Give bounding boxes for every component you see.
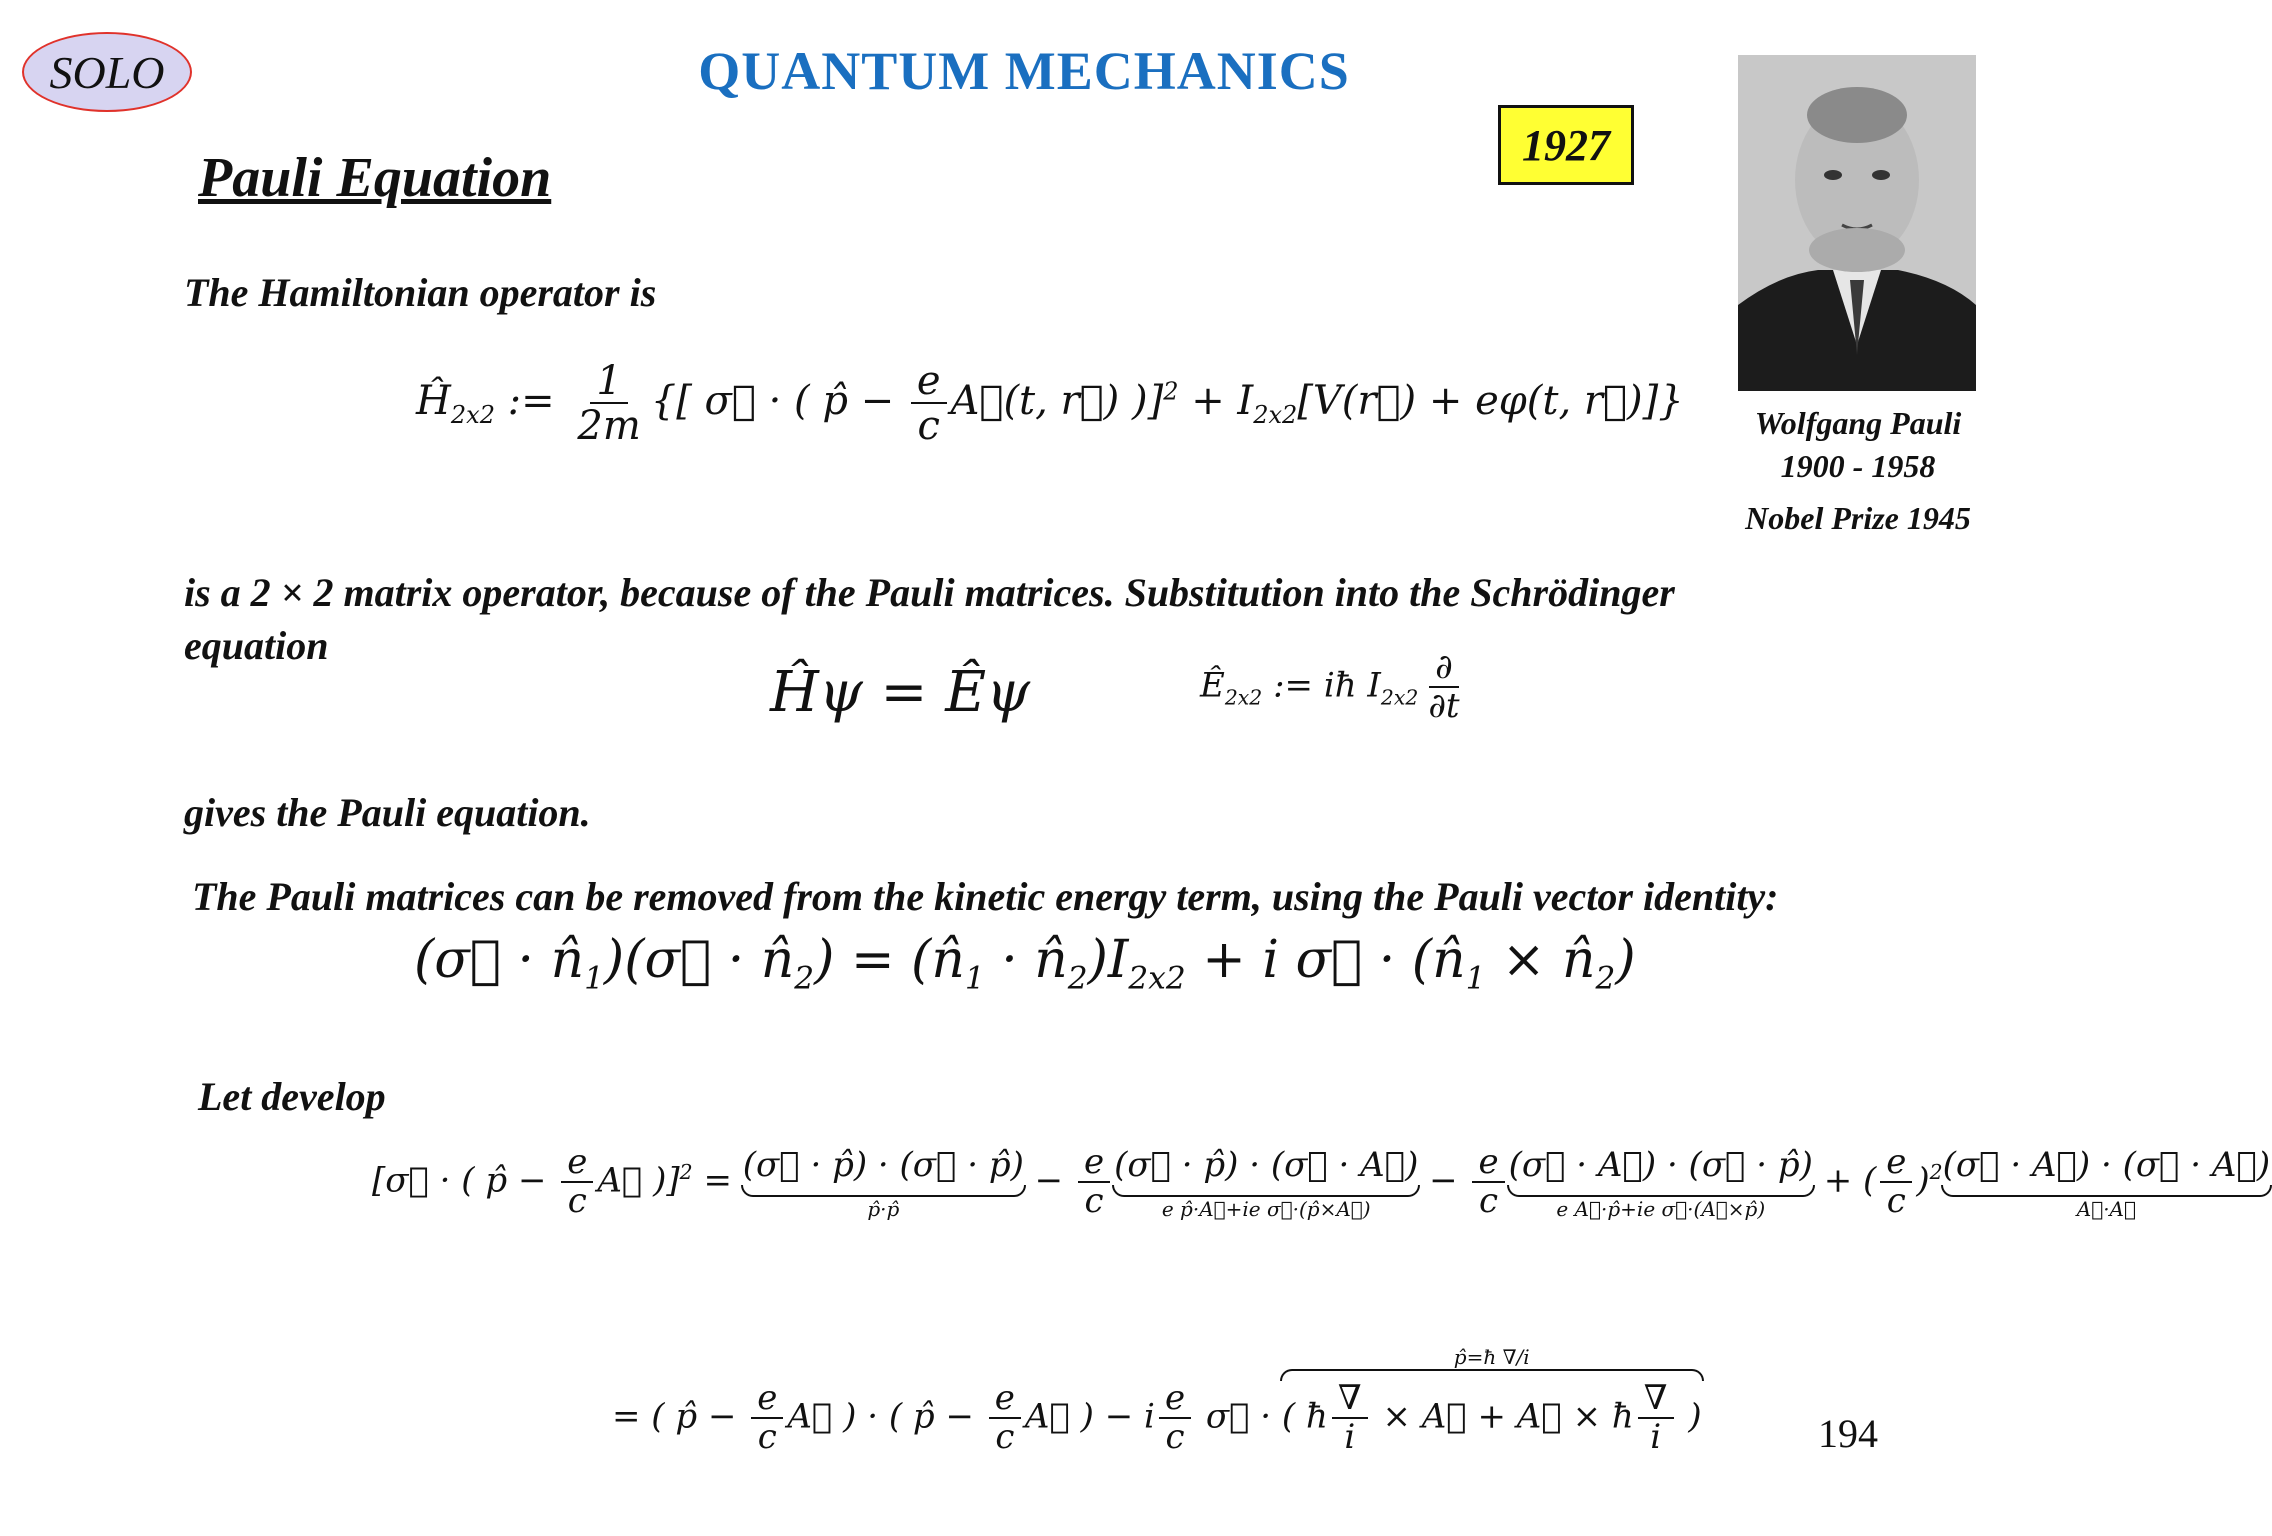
- eq-id-d: · n̂: [984, 930, 1068, 990]
- eq-id-s4: 2: [1067, 960, 1088, 997]
- eq-d2-f2-close: A⃗ ): [1024, 1396, 1094, 1437]
- eq-d1-term3: [1509, 1145, 1813, 1221]
- eq-d1-lhs-ec: [561, 1142, 593, 1221]
- eq-d1-ec-4: [1880, 1142, 1912, 1221]
- eq-d2-overbrace-group: [1282, 1345, 1702, 1456]
- eq-d1-lhs-c: c: [567, 1180, 587, 1221]
- schrodinger-equation: Ĥψ = Êψ: [770, 660, 1031, 725]
- eq-d2-ec-3: [1159, 1378, 1191, 1457]
- eq-id-s5: 2x2: [1128, 960, 1186, 997]
- eq-d2-i-2: i: [1650, 1416, 1662, 1457]
- eq-d1-term4: [1943, 1145, 2270, 1221]
- eq-d2-e-2: e: [989, 1381, 1021, 1419]
- eq-d2-nabla-2: ∇: [1638, 1381, 1674, 1419]
- eq-d1-ec-3: [1472, 1142, 1504, 1221]
- eq-h-lhs-sub: 2x2: [450, 401, 495, 429]
- eq-h-frac-den: 2m: [577, 403, 641, 449]
- paragraph-let-develop: Let develop: [198, 1074, 386, 1119]
- eq-d1-t1-label: p̂·p̂: [867, 1197, 900, 1221]
- eq-id-a: (σ⃗ · n̂: [414, 930, 585, 990]
- eq-d2-c-1: c: [757, 1416, 777, 1457]
- eq-d1-minus1: −: [1023, 1160, 1074, 1201]
- eq-id-h: ): [1615, 930, 1636, 990]
- eq-id-s3: 1: [964, 960, 985, 997]
- eq-h-power: 2: [1163, 377, 1179, 406]
- eq-e-num: ∂: [1429, 650, 1459, 688]
- develop-equation-line1: [σ⃗ · ( p̂ − $\frac{e}{c}$ A⃗ )]$^2$ = (σ⃗ · p̂) · (σ⃗ · p̂) p̂·p̂ − $\frac{e}{c}$ (σ⃗ · p̂) · (σ⃗ · A⃗) e p̂·A⃗+ie σ⃗·(p̂×A⃗) − $\frac{e}{c}$ (σ⃗ · A⃗) · (σ⃗ · p̂) e A⃗·p̂+ie σ⃗·(A⃗×p̂) + ( $\frac{e}{c}$ )$^2$ (σ⃗ · A⃗) · (σ⃗ · A⃗) A⃗·A⃗: [372, 1142, 2271, 1221]
- eq-h-rest-sub: 2x2: [1253, 401, 1298, 429]
- energy-operator-equation: [1200, 647, 1470, 726]
- hamiltonian-equation: [416, 360, 1684, 448]
- pauli-vector-identity-equation: [414, 930, 1636, 996]
- eq-d1-lhs-pow: 2: [679, 1160, 693, 1185]
- eq-h-rest: + I: [1178, 378, 1254, 424]
- eq-d1-t2-label: e p̂·A⃗+ie σ⃗·(p̂×A⃗): [1161, 1197, 1371, 1221]
- eq-d1-t2: (σ⃗ · p̂) · (σ⃗ · A⃗): [1114, 1145, 1419, 1185]
- eq-d2-ec-2: [989, 1378, 1021, 1457]
- eq-h-body: A⃗(t, r⃗) )]: [950, 378, 1164, 424]
- eq-h-lhs: Ĥ: [416, 378, 451, 424]
- eq-d2-sigma: σ⃗ ·: [1195, 1396, 1282, 1437]
- portrait-name: Wolfgang Pauli: [1754, 405, 1962, 441]
- eq-h-c: c: [917, 403, 940, 449]
- eq-d1-term2: [1114, 1145, 1418, 1221]
- eq-d2-nabla-frac-2: [1638, 1378, 1674, 1457]
- eq-id-g: × n̂: [1485, 930, 1596, 990]
- year-badge: 1927: [1498, 105, 1634, 185]
- eq-id-f: + i σ⃗ · (n̂: [1185, 930, 1466, 990]
- eq-d2-term-c: ): [1677, 1396, 1702, 1437]
- eq-d2-f1: ( p̂ −: [651, 1396, 748, 1437]
- eq-id-s1: 1: [584, 960, 604, 997]
- eq-d2-term-b: × A⃗ + A⃗ × ħ: [1371, 1396, 1634, 1437]
- eq-d2-c-2: c: [995, 1416, 1015, 1457]
- eq-d1-plus: +: [1812, 1160, 1863, 1201]
- portrait-image: [1738, 55, 1976, 391]
- eq-id-s2: 2: [794, 960, 815, 997]
- eq-d1-ec-2: [1078, 1142, 1110, 1221]
- eq-h-potential: [V(r⃗) + eφ(t, r⃗)]}: [1297, 378, 1684, 424]
- eq-d2-i-1: i: [1344, 1416, 1356, 1457]
- eq-d1-t4: (σ⃗ · A⃗) · (σ⃗ · A⃗): [1942, 1145, 2271, 1185]
- eq-d2-brace-label: p̂=ħ ∇/i: [1453, 1345, 1530, 1369]
- paragraph-pauli-vector-identity: The Pauli matrices can be removed from the kinetic energy term, using the Pauli vector identity:: [192, 874, 1779, 919]
- eq-id-e: )I: [1087, 930, 1129, 990]
- pauli-portrait: [1738, 55, 1976, 391]
- eq-d2-c-3: c: [1165, 1416, 1185, 1457]
- eq-d2-f1-close: A⃗ ): [787, 1396, 857, 1437]
- eq-d2-nabla-1: ∇: [1332, 1381, 1368, 1419]
- eq-d1-t4-label: A⃗·A⃗: [2076, 1197, 2136, 1221]
- eq-id-c: ) = (n̂: [814, 930, 965, 990]
- eq-h-e: e: [911, 360, 947, 404]
- eq-e-mid-sub: 2x2: [1380, 685, 1419, 710]
- eq-d1-e-3: e: [1472, 1145, 1504, 1183]
- page-number: 194: [1818, 1411, 1878, 1456]
- eq-d1-t3: (σ⃗ · A⃗) · (σ⃗ · p̂): [1508, 1145, 1813, 1185]
- eq-d2-dot: ·: [856, 1396, 889, 1437]
- eq-d1-t3-label: e A⃗·p̂+ie σ⃗·(A⃗×p̂): [1556, 1197, 1766, 1221]
- eq-e-den: ∂t: [1428, 685, 1460, 726]
- portrait-prize: Nobel Prize 1945: [1745, 500, 1971, 536]
- portrait-years: 1900 - 1958: [1780, 448, 1936, 484]
- eq-d2-term-a: ( ħ: [1281, 1396, 1328, 1437]
- eq-d2-e-3: e: [1159, 1381, 1191, 1419]
- eq-d2-e-1: e: [751, 1381, 783, 1419]
- solo-badge: SOLO: [22, 32, 192, 112]
- underbrace: [1112, 1185, 1420, 1197]
- eq-d1-lhs-close: A⃗ )]: [597, 1160, 680, 1201]
- eq-d1-e-4: e: [1880, 1145, 1912, 1183]
- eq-h-open: {[ σ⃗ · ( p̂ −: [650, 378, 907, 424]
- eq-d1-eq: =: [692, 1160, 743, 1201]
- eq-id-s7: 2: [1595, 960, 1616, 997]
- eq-d2-f2: ( p̂ −: [888, 1396, 985, 1437]
- paragraph-gives-pauli: gives the Pauli equation.: [184, 790, 591, 835]
- eq-e-lhs-sub: 2x2: [1224, 685, 1263, 710]
- eq-h-frac-num: 1: [590, 360, 627, 404]
- eq-d1-minus2: −: [1418, 1160, 1469, 1201]
- eq-d1-term1: [743, 1145, 1024, 1221]
- eq-id-b: )(σ⃗ · n̂: [603, 930, 795, 990]
- eq-id-s6: 1: [1465, 960, 1486, 997]
- eq-d1-lhs-e: e: [561, 1145, 593, 1183]
- slide-title: QUANTUM MECHANICS: [698, 41, 1350, 101]
- eq-d1-e-2: e: [1078, 1145, 1110, 1183]
- eq-d1-c-4: c: [1886, 1180, 1906, 1221]
- eq-d1-t1: (σ⃗ · p̂) · (σ⃗ · p̂): [742, 1145, 1024, 1185]
- eq-d2-nabla-frac-1: [1332, 1378, 1368, 1457]
- eq-d1-c-2: c: [1084, 1180, 1104, 1221]
- eq-d2-eq: =: [612, 1396, 652, 1437]
- eq-e-lhs: Ê: [1200, 665, 1225, 706]
- eq-d2-ec-1: [751, 1378, 783, 1457]
- eq-h-assign: :=: [494, 378, 568, 424]
- paragraph-hamiltonian-intro: The Hamiltonian operator is: [184, 270, 657, 315]
- eq-d2-minus: − i: [1093, 1396, 1155, 1437]
- underbrace: [741, 1185, 1026, 1197]
- underbrace: [1507, 1185, 1815, 1197]
- develop-equation-line2: [612, 1345, 1702, 1456]
- eq-d2-brace-body: [1281, 1378, 1702, 1457]
- eq-d1-lhs-open: [σ⃗ · ( p̂ −: [372, 1160, 558, 1201]
- eq-h-ec-fraction: [911, 360, 947, 448]
- eq-h-fraction: [571, 360, 646, 448]
- paragraph-matrix-operator: is a 2 × 2 matrix operator, because of the Pauli matrices. Substitution into the Schrödinger equation: [184, 570, 1675, 668]
- section-heading: Pauli Equation: [198, 147, 552, 209]
- eq-d1-t4-pow: 2: [1929, 1160, 1943, 1185]
- eq-e-mid: := iħ I: [1262, 665, 1381, 706]
- eq-d1-c-3: c: [1479, 1180, 1499, 1221]
- underbrace: [1941, 1185, 2272, 1197]
- eq-e-derivative: [1422, 647, 1465, 726]
